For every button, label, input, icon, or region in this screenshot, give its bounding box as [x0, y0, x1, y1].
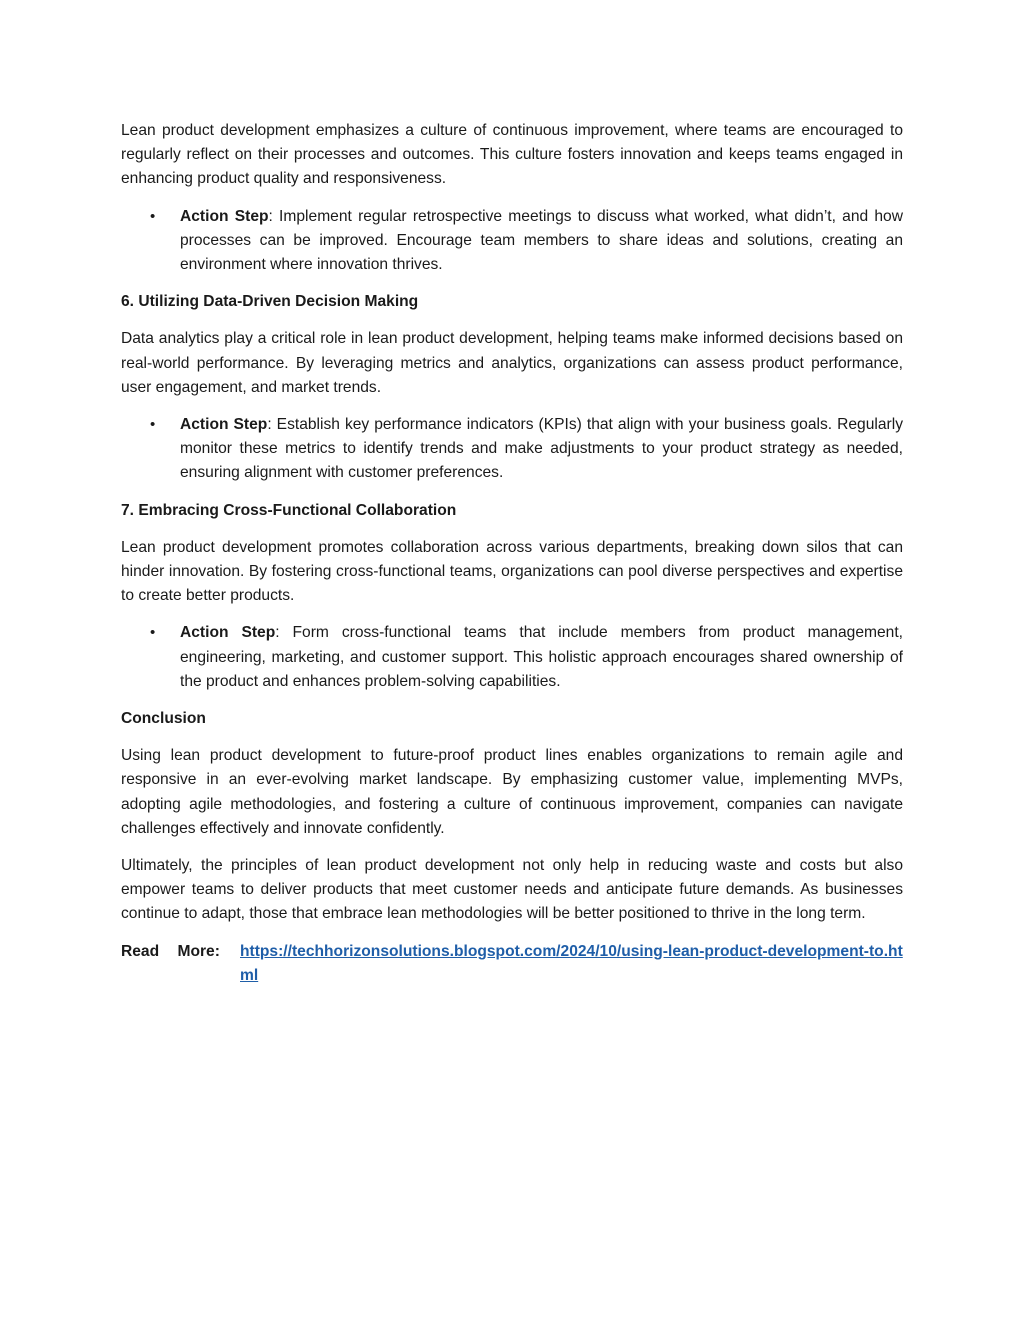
- action-step-item: [121, 413, 903, 486]
- read-more-link[interactable]: https://techhorizonsolutions.blogspot.com/2024/10/using-lean-product-development-to.html: [240, 942, 903, 984]
- bullet-icon: •: [150, 416, 156, 434]
- action-step-text: : Implement regular retrospective meetings to discuss what worked, what didn’t, and how processes can be improved. Encourage team members to share ideas and solutions, creating an environment where innovation thrives.: [180, 207, 903, 274]
- action-step-label: Action Step: [180, 416, 268, 434]
- bullet-icon: •: [150, 624, 156, 642]
- read-more-line: [121, 940, 903, 988]
- action-step-label: Action Step: [180, 624, 276, 642]
- read-more-label: Read More:: [121, 942, 220, 960]
- action-step-list-3: [121, 621, 903, 694]
- section-6-heading: 6. Utilizing Data-Driven Decision Making: [121, 293, 419, 311]
- document-page: [121, 119, 903, 988]
- action-step-text: : Form cross-functional teams that include members from product management, engineering, marketing, and customer support. This holistic approach encourages shared ownership of the product and enhances problem-solving capabilities.: [180, 624, 903, 690]
- conclusion-heading: Conclusion: [121, 710, 206, 728]
- action-step-text: : Establish key performance indicators (KPIs) that align with your business goals. Regularly monitor these metrics to identify trends and make adjustments to your product strategy as needed, ensuring alignment with customer preferences.: [180, 416, 903, 482]
- conclusion-paragraph-1: Using lean product development to future-proof product lines enables organizations to remain agile and responsive in an ever-evolving market landscape. By emphasizing customer value, implementing MVPs, adopting agile methodologies, and fostering a culture of continuous improvement, companies can navigate challenges effectively and innovate confidently.: [121, 747, 903, 837]
- section-6-paragraph: Data analytics play a critical role in lean product development, helping teams make informed decisions based on real-world performance. By leveraging metrics and analytics, organizations can assess product performance, user engagement, and market trends.: [121, 330, 903, 396]
- section-7-heading: 7. Embracing Cross-Functional Collaboration: [121, 501, 457, 519]
- action-step-item: [121, 621, 903, 694]
- conclusion-paragraph-2: Ultimately, the principles of lean product development not only help in reducing waste and costs but also empower teams to deliver products that meet customer needs and anticipate future demands. As businesses continue to adapt, those that embrace lean methodologies will be better positioned to thrive in the long term.: [121, 857, 903, 923]
- action-step-item: [121, 205, 903, 278]
- section-7-paragraph: Lean product development promotes collaboration across various departments, breaking down silos that can hinder innovation. By fostering cross-functional teams, organizations can pool diverse perspectives and expertise to create better products.: [121, 538, 903, 605]
- bullet-icon: •: [150, 207, 156, 225]
- action-step-label: Action Step: [180, 207, 269, 225]
- action-step-list-1: [121, 205, 903, 278]
- action-step-list-2: [121, 413, 903, 486]
- intro-paragraph: Lean product development emphasizes a culture of continuous improvement, where teams are encouraged to regularly reflect on their processes and outcomes. This culture fosters innovation and keeps teams engaged in enhancing product quality and responsiveness.: [121, 122, 903, 188]
